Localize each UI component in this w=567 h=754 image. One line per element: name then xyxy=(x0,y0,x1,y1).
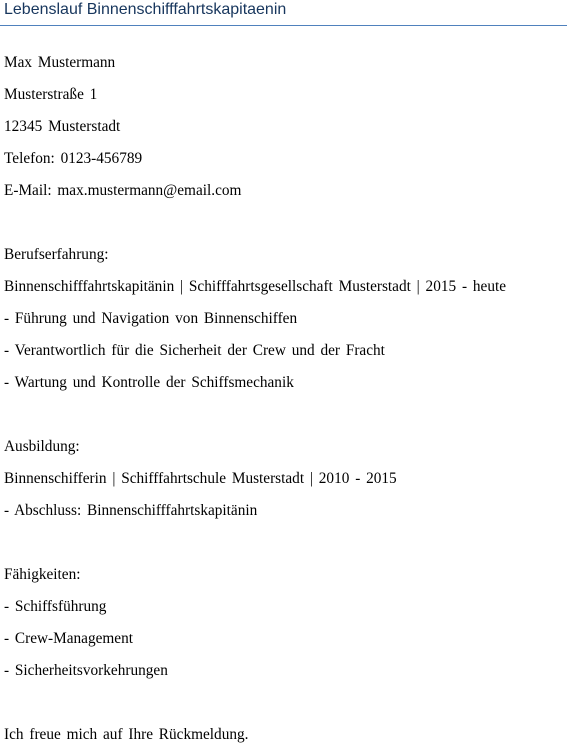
experience-heading: Berufserfahrung: xyxy=(4,246,109,263)
skills-item: - Schiffsführung xyxy=(4,598,107,615)
document-title: Lebenslauf Binnenschifffahrtskapitaenin xyxy=(4,1,287,18)
contact-city: 12345 Musterstadt xyxy=(4,118,121,135)
resume-body xyxy=(4,50,506,754)
education-item: - Abschluss: Binnenschifffahrtskapitänin xyxy=(4,502,258,519)
experience-item: - Führung und Navigation von Binnenschiffen xyxy=(4,310,298,327)
experience-item: - Wartung und Kontrolle der Schiffsmechanik xyxy=(4,374,294,391)
education-entry: Binnenschifferin | Schifffahrtschule Musterstadt | 2010 - 2015 xyxy=(4,470,397,487)
skills-item: - Crew-Management xyxy=(4,630,133,647)
spacer xyxy=(4,530,506,562)
spacer xyxy=(4,690,506,722)
contact-email: E-Mail: max.mustermann@email.com xyxy=(4,182,242,199)
education-heading: Ausbildung: xyxy=(4,438,80,455)
title-underline xyxy=(0,25,567,26)
skills-heading: Fähigkeiten: xyxy=(4,566,81,583)
skills-item: - Sicherheitsvorkehrungen xyxy=(4,662,168,679)
spacer xyxy=(4,210,506,242)
spacer xyxy=(4,402,506,434)
contact-street: Musterstraße 1 xyxy=(4,86,98,103)
contact-name: Max Mustermann xyxy=(4,54,116,71)
closing-sentence: Ich freue mich auf Ihre Rückmeldung. xyxy=(4,726,249,743)
experience-position: Binnenschifffahrtskapitänin | Schifffahrtsgesellschaft Musterstadt | 2015 - heute xyxy=(4,278,507,295)
contact-phone: Telefon: 0123-456789 xyxy=(4,150,143,167)
experience-item: - Verantwortlich für die Sicherheit der Crew und der Fracht xyxy=(4,342,385,359)
